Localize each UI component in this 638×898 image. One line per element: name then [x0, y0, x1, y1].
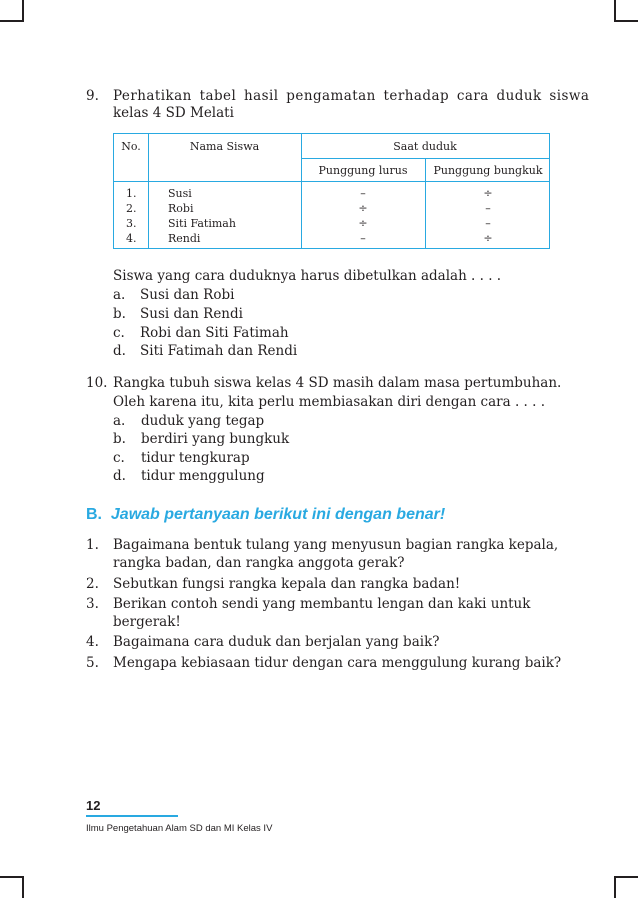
footer-divider — [86, 815, 178, 817]
option-text: Susi dan Rendi — [140, 306, 243, 322]
table-header-name: Nama Siswa — [189, 140, 260, 153]
q9-question: Siswa yang cara duduknya harus dibetulkan adalah . . . . — [113, 268, 502, 284]
row-name: Rendi — [168, 232, 201, 245]
essay-line: Mengapa kebiasaan tidur dengan cara menggulung kurang baik? — [113, 655, 562, 671]
essay-number: 5. — [86, 655, 99, 671]
option-letter: b. — [113, 431, 126, 447]
q10-number: 10. — [86, 375, 108, 391]
crop-mark-top-right-h — [614, 20, 638, 22]
option-letter: a. — [113, 287, 126, 303]
option-text: tidur menggulung — [141, 468, 265, 484]
q10-line-2: Oleh karena itu, kita perlu membiasakan diri dengan cara . . . . — [113, 394, 545, 410]
q9-line-2: kelas 4 SD Melati — [113, 105, 234, 121]
crop-mark-top-left-h — [0, 20, 24, 22]
row-bungkuk: – — [485, 217, 491, 230]
essay-number: 2. — [86, 576, 99, 592]
book-title: Ilmu Pengetahuan Alam SD dan MI Kelas IV — [86, 823, 273, 834]
q9-number: 9. — [86, 88, 99, 104]
crop-mark-bottom-left-v — [22, 876, 24, 898]
essay-line: rangka badan, dan rangka anggota gerak? — [113, 555, 405, 571]
option-letter: b. — [113, 306, 126, 322]
option-text: tidur tengkurap — [141, 450, 250, 466]
row-lurus: ÷ — [358, 202, 368, 215]
section-b-title: Jawab pertanyaan berikut ini dengan benar! — [110, 506, 446, 523]
essay-line: bergerak! — [113, 614, 181, 630]
option-text: Susi dan Robi — [140, 287, 235, 303]
crop-mark-bottom-right-h — [614, 876, 638, 878]
option-letter: a. — [113, 413, 126, 429]
row-no: 2. — [126, 202, 137, 215]
row-no: 4. — [126, 232, 137, 245]
row-no: 3. — [126, 217, 137, 230]
option-letter: c. — [113, 325, 125, 341]
row-bungkuk: – — [485, 202, 491, 215]
option-letter: d. — [113, 468, 126, 484]
section-b-letter: B. — [86, 506, 102, 523]
option-text: Robi dan Siti Fatimah — [140, 325, 289, 341]
essay-number: 3. — [86, 596, 99, 612]
crop-mark-bottom-right-v — [614, 876, 616, 898]
crop-mark-top-right-v — [614, 0, 616, 22]
option-text: Siti Fatimah dan Rendi — [140, 343, 298, 359]
row-bungkuk: ÷ — [483, 232, 493, 245]
row-lurus: ÷ — [358, 217, 368, 230]
essay-number: 4. — [86, 634, 99, 650]
crop-mark-bottom-left-h — [0, 876, 24, 878]
row-no: 1. — [126, 187, 137, 200]
row-name: Siti Fatimah — [168, 217, 236, 230]
page-number: 12 — [86, 798, 101, 813]
row-lurus: – — [360, 187, 366, 200]
crop-mark-top-left-v — [22, 0, 24, 22]
option-text: duduk yang tegap — [141, 413, 265, 429]
essay-line: Bagaimana cara duduk dan berjalan yang baik? — [113, 634, 440, 650]
essay-line: Berikan contoh sendi yang membantu lengan dan kaki untuk — [113, 596, 531, 612]
table-header-punggung-bungkuk: Punggung bungkuk — [433, 164, 543, 177]
row-bungkuk: ÷ — [483, 187, 493, 200]
row-name: Robi — [168, 202, 194, 215]
q9-line-1: Perhatikan tabel hasil pengamatan terhadap cara duduk siswa — [113, 88, 590, 104]
observation-table — [113, 133, 550, 249]
table-header-saat-duduk: Saat duduk — [393, 140, 457, 153]
row-name: Susi — [168, 187, 192, 200]
q10-line-1: Rangka tubuh siswa kelas 4 SD masih dalam masa pertumbuhan. — [113, 375, 562, 391]
table-header-punggung-lurus: Punggung lurus — [318, 164, 408, 177]
row-lurus: – — [360, 232, 366, 245]
option-letter: c. — [113, 450, 125, 466]
option-letter: d. — [113, 343, 126, 359]
section-b-heading — [86, 506, 445, 524]
essay-line: Sebutkan fungsi rangka kepala dan rangka badan! — [113, 576, 461, 592]
essay-line: Bagaimana bentuk tulang yang menyusun bagian rangka kepala, — [113, 537, 559, 553]
essay-number: 1. — [86, 537, 99, 553]
option-text: berdiri yang bungkuk — [141, 431, 290, 447]
table-header-no: No. — [121, 140, 141, 153]
